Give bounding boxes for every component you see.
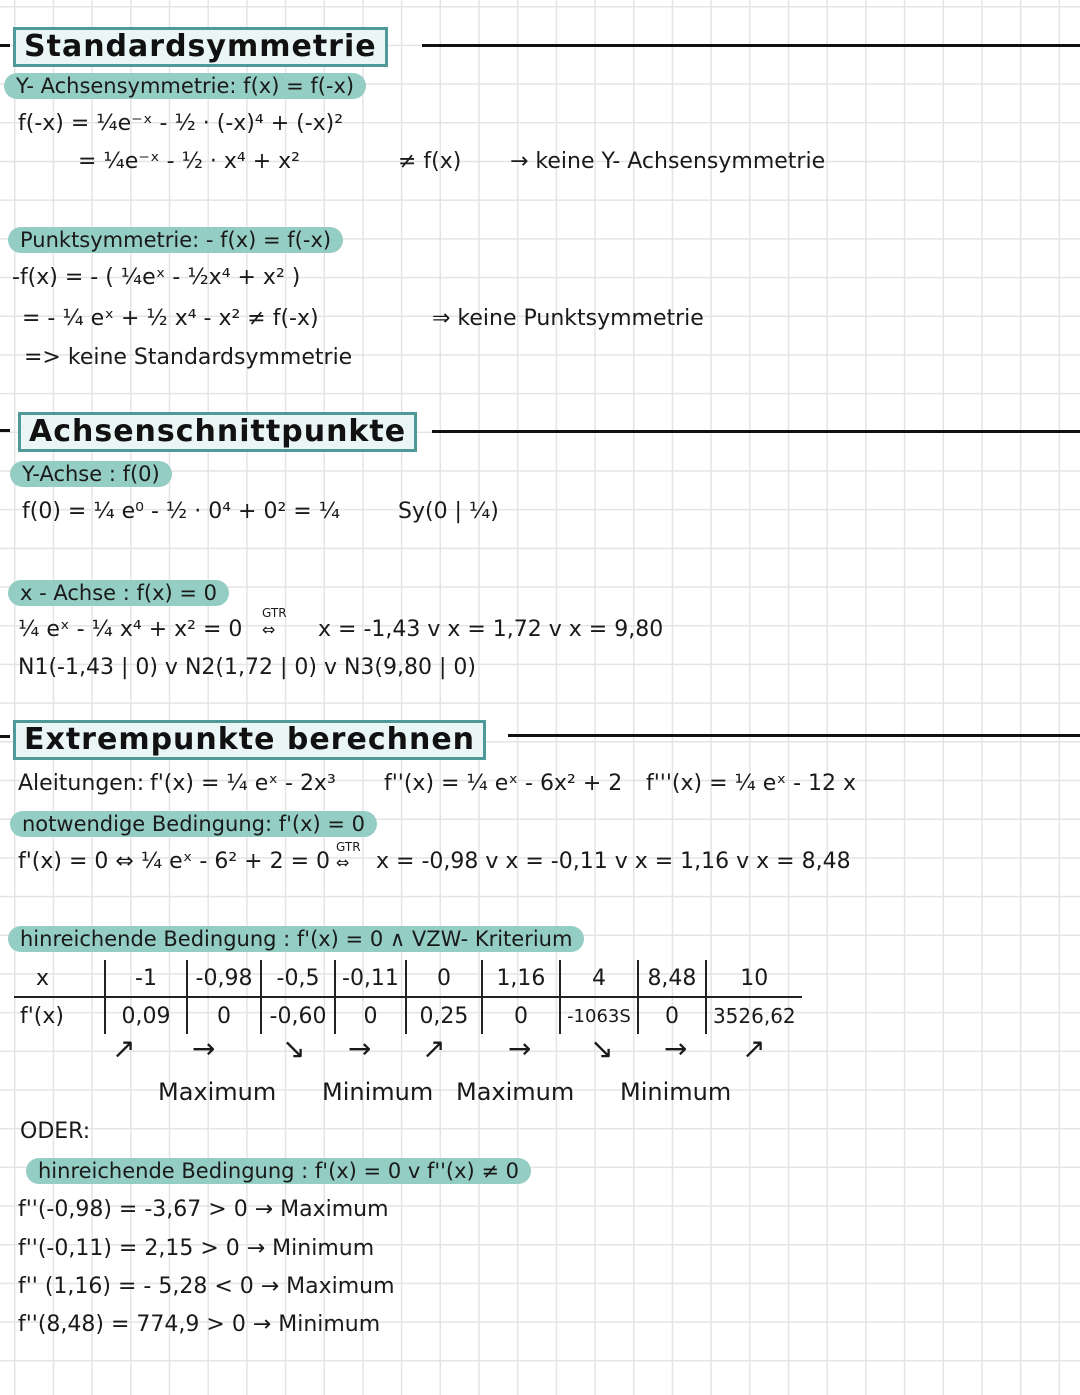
math-compare: ≠ f(x) <box>398 149 462 174</box>
math-line: f'(x) = 0 ⇔ ¼ eˣ - 6² + 2 = 0 <box>18 849 331 874</box>
heading-rule-left <box>0 44 10 47</box>
table-cell: 0,09 <box>105 997 187 1034</box>
iff-symbol: ⇔ <box>336 853 350 872</box>
arrow-down-right-icon: ↘ <box>282 1032 306 1065</box>
table-cell: 4 <box>560 960 638 997</box>
table-cell: 0 <box>335 997 406 1034</box>
math-line: = ¼e⁻ˣ - ½ · x⁴ + x² <box>78 149 300 174</box>
second-derivative-check: f'' (1,16) = - 5,28 < 0 → Maximum <box>18 1274 395 1299</box>
row-header: x <box>14 960 105 997</box>
math-line: ¼ eˣ - ¼ x⁴ + x² = 0 <box>18 617 243 642</box>
verdict-minimum: Minimum <box>620 1078 732 1106</box>
table-row-x <box>14 960 802 997</box>
derivatives-label: Aleitungen: <box>18 771 145 796</box>
table-cell: -0,98 <box>187 960 261 997</box>
table-cell: 0 <box>482 997 560 1034</box>
final-conclusion: => keine Standardsymmetrie <box>24 345 353 370</box>
table-cell: 0,25 <box>406 997 482 1034</box>
sign-change-table <box>14 960 802 1034</box>
math-line: f(0) = ¼ e⁰ - ½ · 0⁴ + 0² = ¼ <box>22 499 341 524</box>
table-cell: -1 <box>105 960 187 997</box>
row-header: f'(x) <box>20 1003 64 1029</box>
verdict-maximum: Maximum <box>158 1078 277 1106</box>
table-cell: -0,11 <box>335 960 406 997</box>
third-derivative: f'''(x) = ¼ eˣ - 12 x <box>646 771 857 796</box>
arrow-right-icon: → <box>192 1032 216 1065</box>
subheading-x-achse: x - Achse : f(x) = 0 <box>8 580 229 606</box>
second-derivative-check: f''(8,48) = 774,9 > 0 → Minimum <box>18 1312 381 1337</box>
heading-rule-right <box>422 44 1080 47</box>
table-cell: -1063S <box>560 997 638 1034</box>
second-derivative-check: f''(-0,11) = 2,15 > 0 → Minimum <box>18 1236 375 1261</box>
subheading-notwendige-bedingung: notwendige Bedingung: f'(x) = 0 <box>10 811 377 837</box>
heading-rule-right <box>432 430 1080 433</box>
table-cell: 3526,62 <box>706 997 802 1034</box>
arrow-right-icon: → <box>508 1032 532 1065</box>
section-title-standardsymmetrie: Standardsymmetrie <box>13 27 388 67</box>
math-line: = - ¼ eˣ + ½ x⁴ - x² ≠ f(-x) <box>22 306 319 331</box>
iff-symbol: ⇔ <box>262 620 276 639</box>
subheading-punktsymmetrie: Punktsymmetrie: - f(x) = f(-x) <box>8 227 343 253</box>
subheading-y-achsensymmetrie: Y- Achsensymmetrie: f(x) = f(-x) <box>4 73 366 99</box>
conclusion-text: ⇒ keine Punktsymmetrie <box>432 306 704 331</box>
table-row-fx <box>14 997 802 1034</box>
second-derivative: f''(x) = ¼ eˣ - 6x² + 2 <box>384 771 623 796</box>
heading-rule-right <box>508 734 1080 737</box>
or-label: ODER: <box>20 1119 91 1144</box>
table-cell: 0 <box>187 997 261 1034</box>
arrow-up-right-icon: ↗ <box>112 1032 136 1065</box>
verdict-maximum: Maximum <box>456 1078 575 1106</box>
math-line: f(-x) = ¼e⁻ˣ - ½ · (-x)⁴ + (-x)² <box>18 111 344 136</box>
arrow-up-right-icon: ↗ <box>422 1032 446 1065</box>
heading-rule-left <box>0 735 10 738</box>
table-cell: -0,5 <box>261 960 335 997</box>
verdict-minimum: Minimum <box>322 1078 434 1106</box>
zero-points: N1(-1,43 | 0) v N2(1,72 | 0) v N3(9,80 | 0) <box>18 655 476 680</box>
subheading-y-achse: Y-Achse : f(0) <box>10 461 172 487</box>
intercept-point: Sy(0 | ¼) <box>398 499 499 524</box>
gtr-label: GTR <box>336 840 361 854</box>
math-line: -f(x) = - ( ¼eˣ - ½x⁴ + x² ) <box>12 265 301 290</box>
gtr-label: GTR <box>262 606 287 620</box>
table-cell: 10 <box>706 960 802 997</box>
arrow-down-right-icon: ↘ <box>590 1032 614 1065</box>
solutions: x = -1,43 v x = 1,72 v x = 9,80 <box>318 617 664 642</box>
table-cell: 0 <box>406 960 482 997</box>
heading-rule-left <box>0 429 10 432</box>
subheading-hinreichende-bedingung-f2: hinreichende Bedingung : f'(x) = 0 v f''(x) ≠ 0 <box>26 1158 531 1184</box>
first-derivative: f'(x) = ¼ eˣ - 2x³ <box>150 771 336 796</box>
second-derivative-check: f''(-0,98) = -3,67 > 0 → Maximum <box>18 1197 389 1222</box>
section-title-extrempunkte: Extrempunkte berechnen <box>13 720 486 760</box>
table-cell: -0,60 <box>261 997 335 1034</box>
arrow-right-icon: → <box>348 1032 372 1065</box>
table-cell: 0 <box>638 997 706 1034</box>
subheading-hinreichende-bedingung-vzw: hinreichende Bedingung : f'(x) = 0 ∧ VZW- Kriterium <box>8 926 584 952</box>
table-cell: 8,48 <box>638 960 706 997</box>
arrow-up-right-icon: ↗ <box>742 1032 766 1065</box>
table-cell: 1,16 <box>482 960 560 997</box>
solutions: x = -0,98 v x = -0,11 v x = 1,16 v x = 8,48 <box>376 849 851 874</box>
conclusion-text: → keine Y- Achsensymmetrie <box>510 149 826 174</box>
arrow-right-icon: → <box>664 1032 688 1065</box>
section-title-achsenschnittpunkte: Achsenschnittpunkte <box>18 412 417 452</box>
